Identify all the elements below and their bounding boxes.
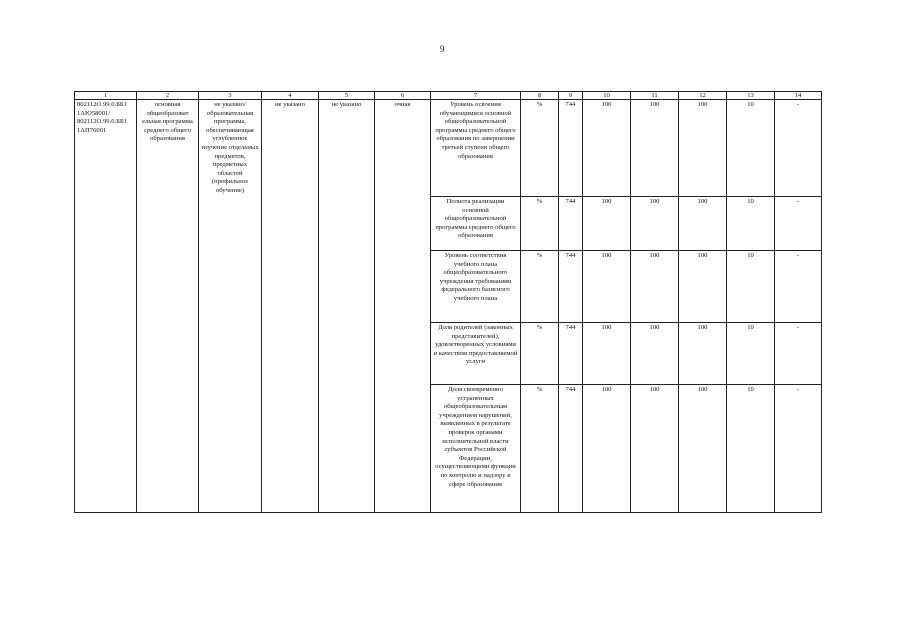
education-form: [375, 197, 431, 251]
education-form: очная: [375, 100, 431, 197]
table-row: [75, 100, 822, 197]
indicator-value-11: 100: [631, 385, 679, 513]
indicator-name: Уровень соответствия учебного плана общеобразовательного учреждения требованиям федерального базисного учебного плана: [431, 251, 521, 323]
indicator-value-14: -: [775, 100, 822, 197]
program-content: [199, 197, 262, 251]
program-content: [199, 251, 262, 323]
indicator-value-13: 10: [727, 385, 775, 513]
indicator-value-12: 100: [679, 323, 727, 385]
header-cell: 4: [262, 92, 319, 100]
header-cell: 14: [775, 92, 822, 100]
indicator-value-11: 100: [631, 251, 679, 323]
header-cell: 3: [199, 92, 262, 100]
quality-indicators-table: [74, 91, 822, 513]
indicator-value-10: 100: [583, 385, 631, 513]
table-row: [75, 197, 822, 251]
service-code: [75, 323, 137, 385]
indicator-value-14: -: [775, 197, 822, 251]
attribute-5: [319, 323, 375, 385]
indicator-unit: %: [521, 323, 559, 385]
header-cell: 13: [727, 92, 775, 100]
service-code-line: 802112О.99.0.ББ1: [77, 118, 128, 126]
indicator-value-13: 10: [727, 197, 775, 251]
indicator-name: Уровень освоения обучающимися основной общеобразовательной программы среднего общего образования по завершении третьей ступени общего образования: [431, 100, 521, 197]
indicator-value-12: 100: [679, 197, 727, 251]
indicator-value-10: 100: [583, 323, 631, 385]
table-row: [75, 385, 822, 513]
indicator-value-10: 100: [583, 100, 631, 197]
indicator-name: Доля родителей (законных представителей), удовлетворенных условиями и качеством предоставляемой услуги: [431, 323, 521, 385]
indicator-unit: %: [521, 251, 559, 323]
indicator-unit: %: [521, 100, 559, 197]
program-type: [137, 197, 199, 251]
program-type-line: среднего общего: [144, 126, 191, 134]
indicator-value-14: -: [775, 385, 822, 513]
indicator-name: Доля своевременно устраненных общеобразовательным учреждением нарушений, выявленных в результате проверок органами исполнительной власти субъектов Российской Федерации, осуществляющими функции по контролю и надзору в сфере образования: [431, 385, 521, 513]
program-content: [199, 385, 262, 513]
program-type-line: образования: [150, 135, 185, 143]
program-type: [137, 251, 199, 323]
header-cell: 6: [375, 92, 431, 100]
program-type-line: основная: [154, 101, 181, 108]
header-cell: 12: [679, 92, 727, 100]
education-form: [375, 251, 431, 323]
service-code: [75, 197, 137, 251]
header-cell: 2: [137, 92, 199, 100]
header-cell: 5: [319, 92, 375, 100]
service-code: [75, 100, 137, 197]
attribute-5: [319, 197, 375, 251]
program-content: не указано/ образовательная программа, обеспечивающая углубленное изучение отдельных предметов, предметных областей (профильное обучение): [199, 100, 262, 197]
indicator-unit: %: [521, 197, 559, 251]
program-type: [137, 323, 199, 385]
attribute-4: [262, 323, 319, 385]
indicator-value-13: 10: [727, 323, 775, 385]
program-type-line: ельная программа: [142, 118, 193, 126]
program-type: [137, 100, 199, 197]
indicator-okei: 744: [559, 385, 583, 513]
indicator-value-11: 100: [631, 323, 679, 385]
indicator-value-13: 10: [727, 100, 775, 197]
indicator-okei: 744: [559, 251, 583, 323]
service-code-line: 802112О.99.0.ББ1: [77, 101, 128, 108]
indicator-value-14: -: [775, 323, 822, 385]
header-cell: 10: [583, 92, 631, 100]
indicator-value-13: 10: [727, 251, 775, 323]
indicator-name: Полнота реализации основной общеобразовательной программы среднего общего образования: [431, 197, 521, 251]
attribute-4: не указано: [262, 100, 319, 197]
program-type-line: общеобразоват: [146, 109, 189, 117]
table-row: [75, 323, 822, 385]
header-cell: 1: [75, 92, 137, 100]
table-row: [75, 251, 822, 323]
indicator-okei: 744: [559, 197, 583, 251]
indicator-value-10: 100: [583, 197, 631, 251]
header-cell: 7: [431, 92, 521, 100]
indicator-value-14: -: [775, 251, 822, 323]
indicator-value-11: 100: [631, 197, 679, 251]
indicator-value-11: 100: [631, 100, 679, 197]
attribute-4: [262, 251, 319, 323]
education-form: [375, 385, 431, 513]
header-cell: 11: [631, 92, 679, 100]
program-type: [137, 385, 199, 513]
indicator-value-12: 100: [679, 100, 727, 197]
service-code-line: 1АП76001: [77, 126, 107, 134]
education-form: [375, 323, 431, 385]
indicator-value-12: 100: [679, 385, 727, 513]
attribute-5: [319, 251, 375, 323]
header-row: [75, 92, 822, 100]
service-code-line: 1АЮ58001/: [77, 109, 111, 117]
attribute-5: не указано: [319, 100, 375, 197]
service-code: [75, 385, 137, 513]
page-number: 9: [440, 44, 445, 54]
service-code: [75, 251, 137, 323]
indicator-unit: %: [521, 385, 559, 513]
attribute-4: [262, 197, 319, 251]
indicator-okei: 744: [559, 100, 583, 197]
header-cell: 9: [559, 92, 583, 100]
header-cell: 8: [521, 92, 559, 100]
indicator-value-12: 100: [679, 251, 727, 323]
indicator-value-10: 100: [583, 251, 631, 323]
indicator-okei: 744: [559, 323, 583, 385]
attribute-5: [319, 385, 375, 513]
program-content: [199, 323, 262, 385]
attribute-4: [262, 385, 319, 513]
